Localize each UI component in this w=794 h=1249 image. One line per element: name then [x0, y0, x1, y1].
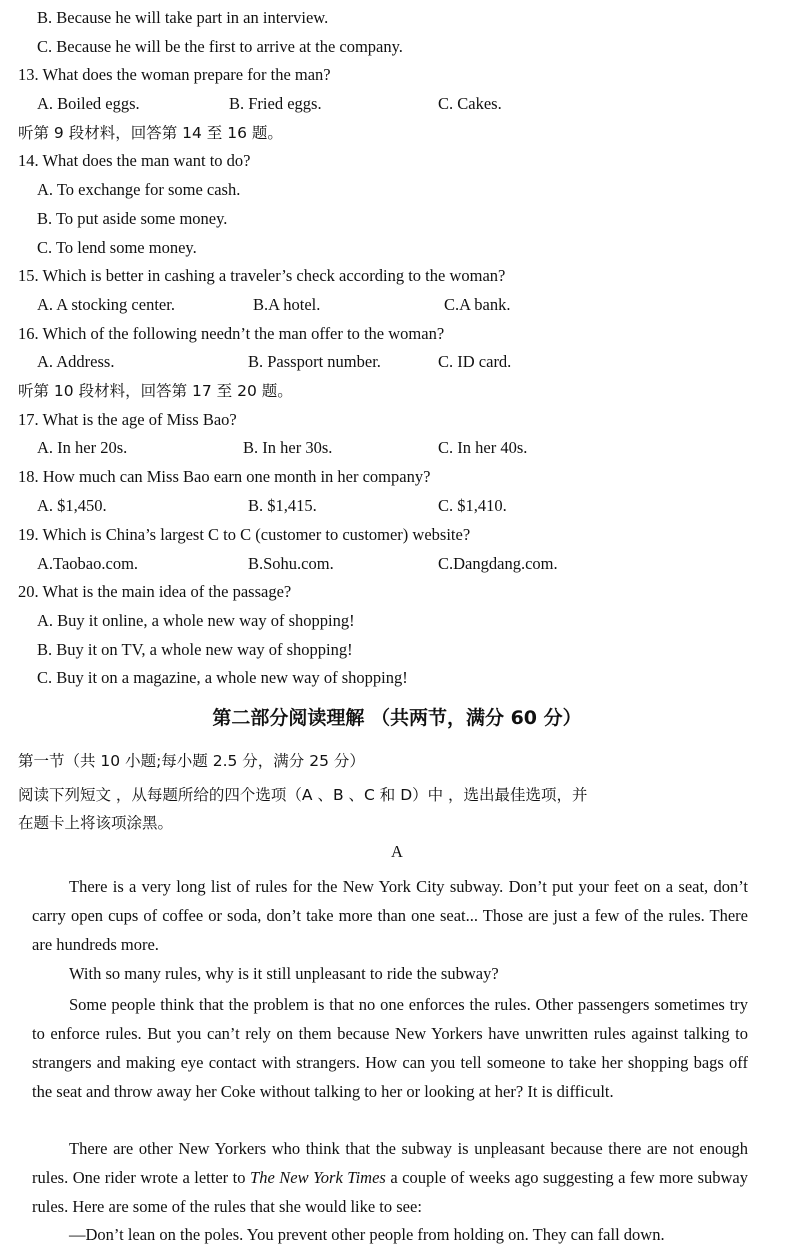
option-b: B. Because he will take part in an interview.	[37, 8, 329, 27]
q20-option-b: B. Buy it on TV, a whole new way of shopping!	[37, 640, 353, 659]
part-2-heading: 第二部分阅读理解 （共两节，满分 60 分）	[212, 707, 582, 729]
section-1-info: 第一节（共 10 小题;每小题 2.5 分，满分 25 分）	[18, 752, 365, 770]
q16-option-a: A. Address.	[37, 352, 115, 371]
q17-option-b: B. In her 30s.	[243, 438, 333, 457]
q18-option-b: B. $1,415.	[248, 496, 317, 515]
q13-option-a: A. Boiled eggs.	[37, 94, 140, 113]
q17-option-c: C. In her 40s.	[438, 438, 528, 457]
q14-option-c: C. To lend some money.	[37, 238, 197, 257]
section-10-instruction: 听第 10 段材料，回答第 17 至 20 题。	[18, 382, 293, 400]
passage-paragraph-2: With so many rules, why is it still unpleasant to ride the subway?	[69, 964, 499, 983]
question-17: 17. What is the age of Miss Bao?	[18, 410, 237, 429]
q14-option-a: A. To exchange for some cash.	[37, 180, 241, 199]
passage-paragraph-5: —Don’t lean on the poles. You prevent other people from holding on. They can fall down.	[69, 1225, 665, 1244]
passage-paragraph-4: There are other New Yorkers who think that the subway is unpleasant because there are not enough rules. One rider wrote a letter to The New York Times a couple of weeks ago suggesting a few more subway rules. Here are some of the rules that she would like to see:	[32, 1139, 748, 1216]
passage-paragraph-1: There is a very long list of rules for the New York City subway. Don’t put your feet on a seat, don’t carry open cups of coffee or soda, don’t take more than one seat... Those are just a few of the rules. There are hundreds more.	[32, 877, 748, 954]
newspaper-title: The New York Times	[250, 1168, 386, 1187]
instruction-line-2: 在题卡上将该项涂黑。	[18, 814, 174, 832]
q20-option-a: A. Buy it online, a whole new way of shopping!	[37, 611, 355, 630]
passage-paragraph-3: Some people think that the problem is that no one enforces the rules. Other passengers sometimes try to enforce rules. But you can’t rely on them because New Yorkers have unwritten rules against talking to strangers and making eye contact with strangers. How can you tell someone to take her shopping bags off the seat and throw away her Coke without talking to her or looking at her? It is difficult.	[32, 995, 748, 1101]
q13-option-b: B. Fried eggs.	[229, 94, 322, 113]
question-18: 18. How much can Miss Bao earn one month in her company?	[18, 467, 431, 486]
question-20: 20. What is the main idea of the passage?	[18, 582, 292, 601]
q18-option-a: A. $1,450.	[37, 496, 107, 515]
question-15: 15. Which is better in cashing a traveler’s check according to the woman?	[18, 266, 506, 285]
question-16: 16. Which of the following needn’t the man offer to the woman?	[18, 324, 445, 343]
q15-option-c: C.A bank.	[444, 295, 511, 314]
q18-option-c: C. $1,410.	[438, 496, 507, 515]
question-14: 14. What does the man want to do?	[18, 151, 251, 170]
q17-option-a: A. In her 20s.	[37, 438, 128, 457]
section-9-instruction: 听第 9 段材料，回答第 14 至 16 题。	[18, 124, 283, 142]
q13-option-c: C. Cakes.	[438, 94, 502, 113]
q19-option-c: C.Dangdang.com.	[438, 554, 558, 573]
question-19: 19. Which is China’s largest C to C (customer to customer) website?	[18, 525, 471, 544]
question-13: 13. What does the woman prepare for the man?	[18, 65, 331, 84]
q14-option-b: B. To put aside some money.	[37, 209, 228, 228]
option-c: C. Because he will be the first to arrive at the company.	[37, 37, 403, 56]
passage-label: A	[391, 842, 403, 861]
q15-option-a: A. A stocking center.	[37, 295, 175, 314]
q20-option-c: C. Buy it on a magazine, a whole new way of shopping!	[37, 668, 408, 687]
instruction-line-1: 阅读下列短文 ，从每题所给的四个选项（A 、B 、C 和 D）中 ，选出最佳选项，并	[18, 786, 588, 804]
q19-option-a: A.Taobao.com.	[37, 554, 139, 573]
q16-option-c: C. ID card.	[438, 352, 512, 371]
q15-option-b: B.A hotel.	[253, 295, 321, 314]
q16-option-b: B. Passport number.	[248, 352, 381, 371]
q19-option-b: B.Sohu.com.	[248, 554, 334, 573]
